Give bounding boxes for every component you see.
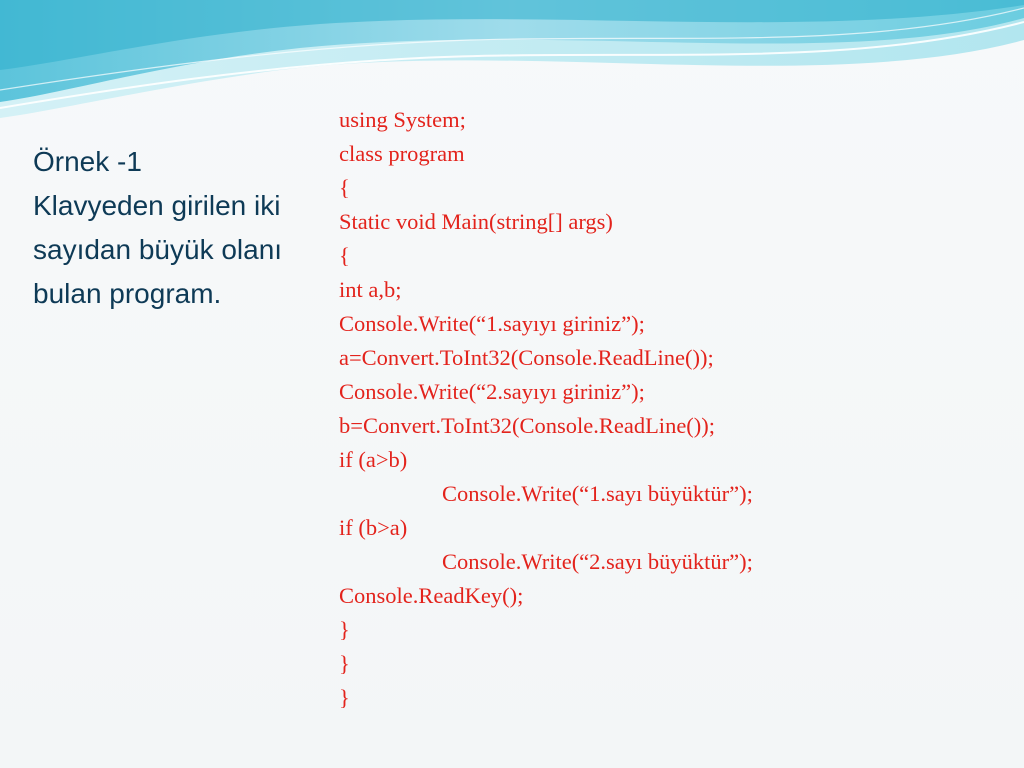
code-line: a=Convert.ToInt32(Console.ReadLine());	[339, 345, 714, 370]
code-line: }	[339, 651, 350, 676]
code-line: if (b>a)	[339, 515, 408, 540]
code-line: }	[339, 617, 350, 642]
slide-title: Örnek -1 Klavyeden girilen iki sayıdan büyük olanı bulan program.	[33, 146, 283, 309]
code-line: int a,b;	[339, 277, 402, 302]
code-line: Console.Write(“2.sayıyı giriniz”);	[339, 379, 645, 404]
code-line: using System;	[339, 107, 466, 132]
code-block	[339, 103, 753, 715]
code-line: b=Convert.ToInt32(Console.ReadLine());	[339, 413, 716, 438]
code-line: Console.ReadKey();	[339, 583, 524, 608]
code-line: if (a>b)	[339, 447, 408, 472]
code-line: Console.Write(“1.sayı büyüktür”);	[442, 481, 753, 506]
code-line: class program	[339, 141, 465, 166]
code-line: Console.Write(“1.sayıyı giriniz”);	[339, 311, 645, 336]
code-line: {	[339, 243, 350, 268]
code-line: Console.Write(“2.sayı büyüktür”);	[442, 549, 753, 574]
code-line: }	[339, 685, 350, 710]
code-line: Static void Main(string[] args)	[339, 209, 613, 234]
code-line: {	[339, 175, 350, 200]
